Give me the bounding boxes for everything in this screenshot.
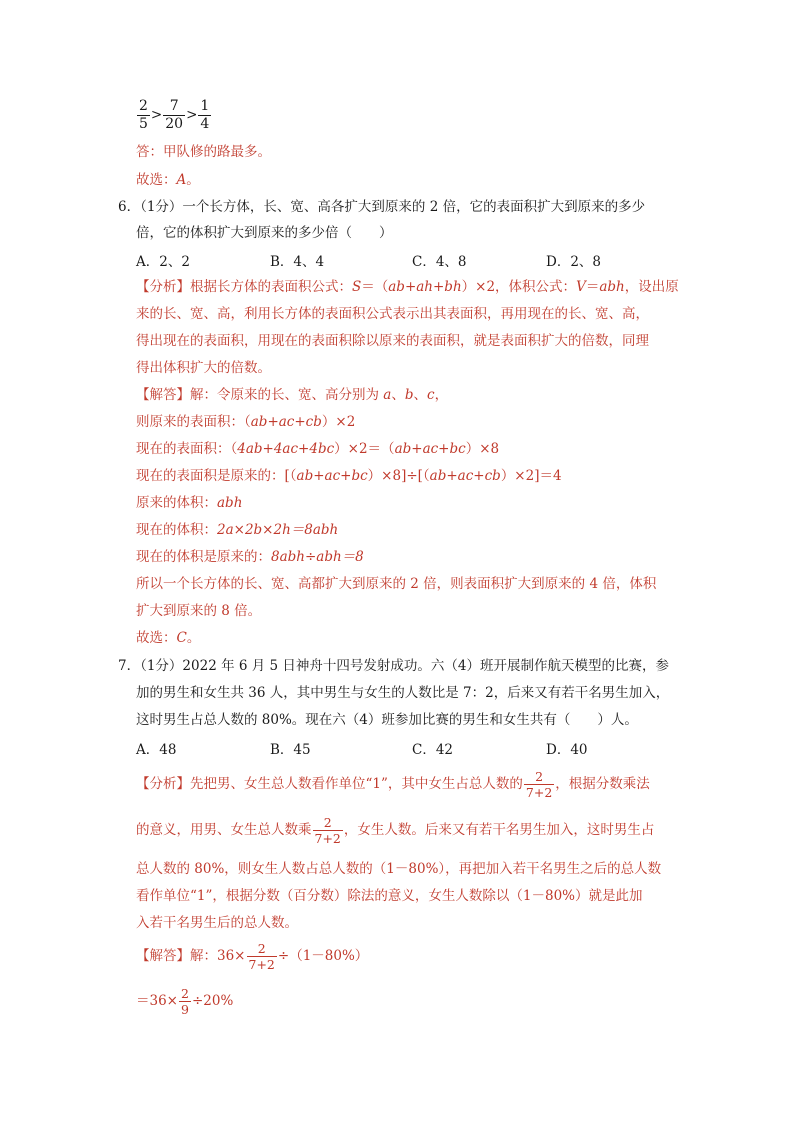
solution-line-5: 原来的体积：abh: [136, 495, 243, 511]
analysis-line-1: 【分析】先把男、女生总人数看作单位“1”，其中女生占总人数的 $\frac{2}{7+2}$ ，根据分数乘法: [136, 769, 650, 800]
analysis-line-1: 【分析】根据长方体的表面积公式：S＝（ab+ah+bh）×2，体积公式：V＝abh，设出原: [136, 279, 679, 295]
question-6-line-2: 倍，它的体积扩大到原来的多少倍（ ）: [136, 225, 393, 241]
option-d: D．2、8: [546, 254, 602, 270]
choice-line: 故选：C。: [136, 630, 201, 646]
analysis-line-4: 看作单位“1”，根据分数（百分数）除法的意义，女生人数除以（1－80%）就是此加: [136, 888, 643, 904]
option-a: A．48: [136, 742, 177, 758]
fraction-inequality: $\frac{2}{5}$ > $\frac{7}{20}$ > $\frac{1}{4}$: [139, 98, 210, 132]
solution-line-3: 现在的表面积：（4ab+4ac+4bc）×2＝（ab+ac+bc）×8: [136, 441, 500, 457]
fraction: $\frac{7}{20}$: [165, 98, 184, 132]
analysis-tag: 【分析】: [136, 776, 190, 792]
analysis-line-2: 来的长、宽、高，利用长方体的表面积公式表示出其表面积，再用现在的长、宽、高，: [136, 306, 649, 322]
solution-tag: 【解答】: [136, 387, 190, 403]
question-6-line-1: 6．（1分）一个长方体，长、宽、高各扩大到原来的 2 倍，它的表面积扩大到原来的多少: [118, 199, 646, 215]
solution-line-1: 【解答】解：令原来的长、宽、高分别为 a、b、c，: [136, 387, 449, 403]
solution-line-1: 【解答】解：36× $\frac{2}{7+2}$ ÷（1－80%）: [136, 941, 369, 972]
question-7-line-2: 加的男生和女生共 36 人，其中男生与女生的人数比是 7：2，后来又有若干名男生加入，: [136, 685, 670, 701]
fraction: $\frac{1}{4}$: [200, 98, 210, 132]
analysis-line-2: 的意义，用男、女生总人数乘 $\frac{2}{7+2}$ ，女生人数。后来又有若干名男生加入，这时男生占: [136, 815, 655, 846]
fraction: $\frac{2}{7+2}$: [248, 941, 275, 972]
solution-line-8: 所以一个长方体的长、宽、高都扩大到原来的 2 倍，则表面积扩大到原来的 4 倍，体积: [136, 576, 657, 592]
analysis-line-4: 得出体积扩大的倍数。: [136, 360, 271, 376]
option-b: B．4、4: [270, 254, 325, 270]
option-b: B．45: [270, 742, 311, 758]
solution-line-6: 现在的体积：2a×2b×2h＝8abh: [136, 522, 339, 538]
choice-line: 故选：A。: [136, 172, 200, 188]
analysis-line-5: 入若干名男生后的总人数。: [136, 915, 298, 931]
solution-line-9: 扩大到原来的 8 倍。: [136, 603, 262, 619]
solution-tag: 【解答】: [136, 948, 190, 964]
analysis-line-3: 得出现在的表面积，用现在的表面积除以原来的表面积，就是表面积扩大的倍数，同理: [136, 333, 649, 349]
fraction: $\frac{2}{7+2}$: [525, 769, 553, 800]
fraction: $\frac{2}{7+2}$: [314, 815, 341, 846]
question-7-line-3: 这时男生占总人数的 80%。现在六（4）班参加比赛的男生和女生共有（ ）人。: [136, 712, 638, 728]
solution-line-2: 则原来的表面积：（ab+ac+cb）×2: [136, 414, 356, 430]
solution-line-7: 现在的体积是原来的：8abh÷abh＝8: [136, 549, 364, 565]
analysis-line-3: 总人数的 80%，则女生人数占总人数的（1－80%），再把加入若干名男生之后的总人数: [136, 861, 662, 877]
fraction: $\frac{2}{5}$: [139, 98, 148, 132]
fraction: $\frac{2}{9}$: [181, 986, 189, 1017]
analysis-tag: 【分析】: [136, 279, 190, 295]
question-7-line-1: 7．（1分）2022 年 6 月 5 日神舟十四号发射成功。六（4）班开展制作航天模型的比赛，参: [118, 658, 670, 674]
answer-line: 答：甲队修的路最多。: [136, 144, 271, 160]
solution-line-2: ＝36× $\frac{2}{9}$ ÷20%: [136, 986, 234, 1017]
option-a: A．2、2: [136, 254, 190, 270]
option-c: C．4、8: [412, 254, 467, 270]
option-d: D．40: [546, 742, 588, 758]
solution-line-4: 现在的表面积是原来的：[（ab+ac+bc）×8]÷[（ab+ac+cb）×2]＝4: [136, 468, 562, 484]
option-c: C．42: [412, 742, 454, 758]
